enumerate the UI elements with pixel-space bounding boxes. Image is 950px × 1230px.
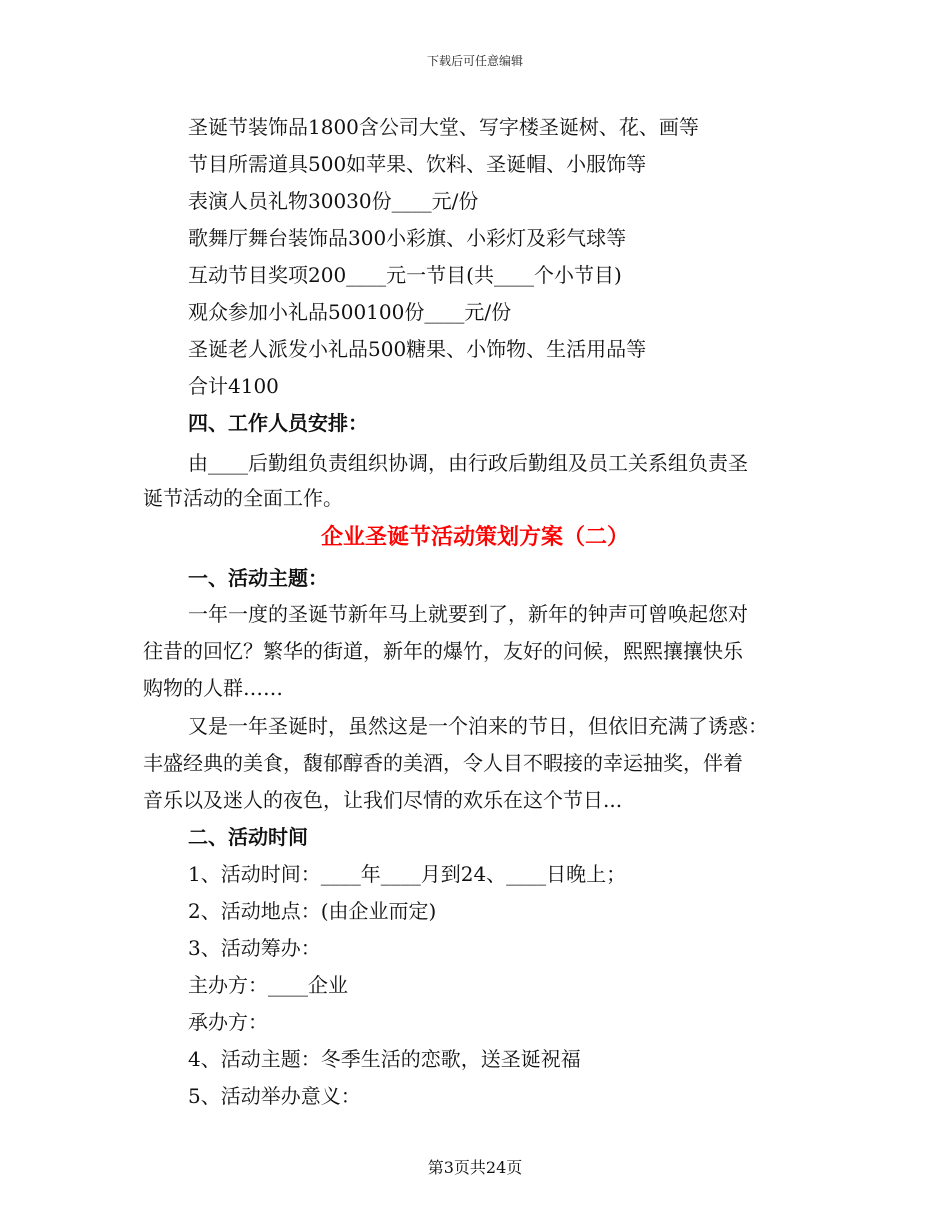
theme-paragraph-line: 音乐以及迷人的夜色，让我们尽情的欢乐在这个节日... bbox=[143, 788, 623, 812]
budget-line: 歌舞厅舞台装饰品300小彩旗、小彩灯及彩气球等 bbox=[188, 226, 627, 250]
budget-total: 合计4100 bbox=[188, 374, 279, 398]
list-item: 2、活动地点：(由企业而定) bbox=[188, 899, 437, 923]
header-note: 下载后可任意编辑 bbox=[426, 54, 523, 68]
budget-line: 表演人员礼物30030份____元/份 bbox=[188, 189, 479, 213]
theme-paragraph-line: 丰盛经典的美食，馥郁醇香的美酒，令人目不暇接的幸运抽奖，伴着 bbox=[143, 751, 743, 775]
document-title: 企业圣诞节活动策划方案（二） bbox=[320, 524, 629, 550]
section-heading-time: 二、活动时间 bbox=[188, 825, 308, 849]
list-item: 1、活动时间：____年____月到24、____日晚上； bbox=[188, 862, 627, 886]
theme-paragraph-line: 往昔的回忆？繁华的街道，新年的爆竹，友好的问候，熙熙攘攘快乐 bbox=[143, 639, 743, 663]
theme-paragraph-line: 一年一度的圣诞节新年马上就要到了，新年的钟声可曾唤起您对 bbox=[188, 602, 748, 626]
section-heading-theme: 一、活动主题： bbox=[188, 566, 328, 590]
staff-paragraph-line: 诞节活动的全面工作。 bbox=[143, 486, 343, 510]
organizer-line: 主办方：____企业 bbox=[188, 973, 348, 997]
co-organizer-line: 承办方： bbox=[188, 1010, 268, 1034]
budget-line: 观众参加小礼品500100份____元/份 bbox=[188, 300, 512, 324]
page-number: 第3页共24页 bbox=[427, 1158, 523, 1177]
list-item: 5、活动举办意义： bbox=[188, 1084, 361, 1108]
budget-line: 节目所需道具500如苹果、饮料、圣诞帽、小服饰等 bbox=[188, 152, 647, 176]
theme-paragraph-line: 购物的人群…… bbox=[143, 676, 283, 700]
budget-line: 互动节目奖项200____元一节目(共____个小节目) bbox=[188, 263, 622, 287]
staff-paragraph-line: 由____后勤组负责组织协调，由行政后勤组及员工关系组负责圣 bbox=[188, 451, 748, 475]
budget-line: 圣诞老人派发小礼品500糖果、小饰物、生活用品等 bbox=[188, 337, 647, 361]
list-item: 3、活动筹办： bbox=[188, 936, 321, 960]
theme-paragraph-line: 又是一年圣诞时，虽然这是一个泊来的节日，但依旧充满了诱惑： bbox=[188, 714, 768, 738]
list-item: 4、活动主题：冬季生活的恋歌，送圣诞祝福 bbox=[188, 1047, 581, 1071]
section-heading-staff: 四、工作人员安排： bbox=[188, 411, 368, 435]
budget-line: 圣诞节装饰品1800含公司大堂、写字楼圣诞树、花、画等 bbox=[188, 115, 699, 139]
